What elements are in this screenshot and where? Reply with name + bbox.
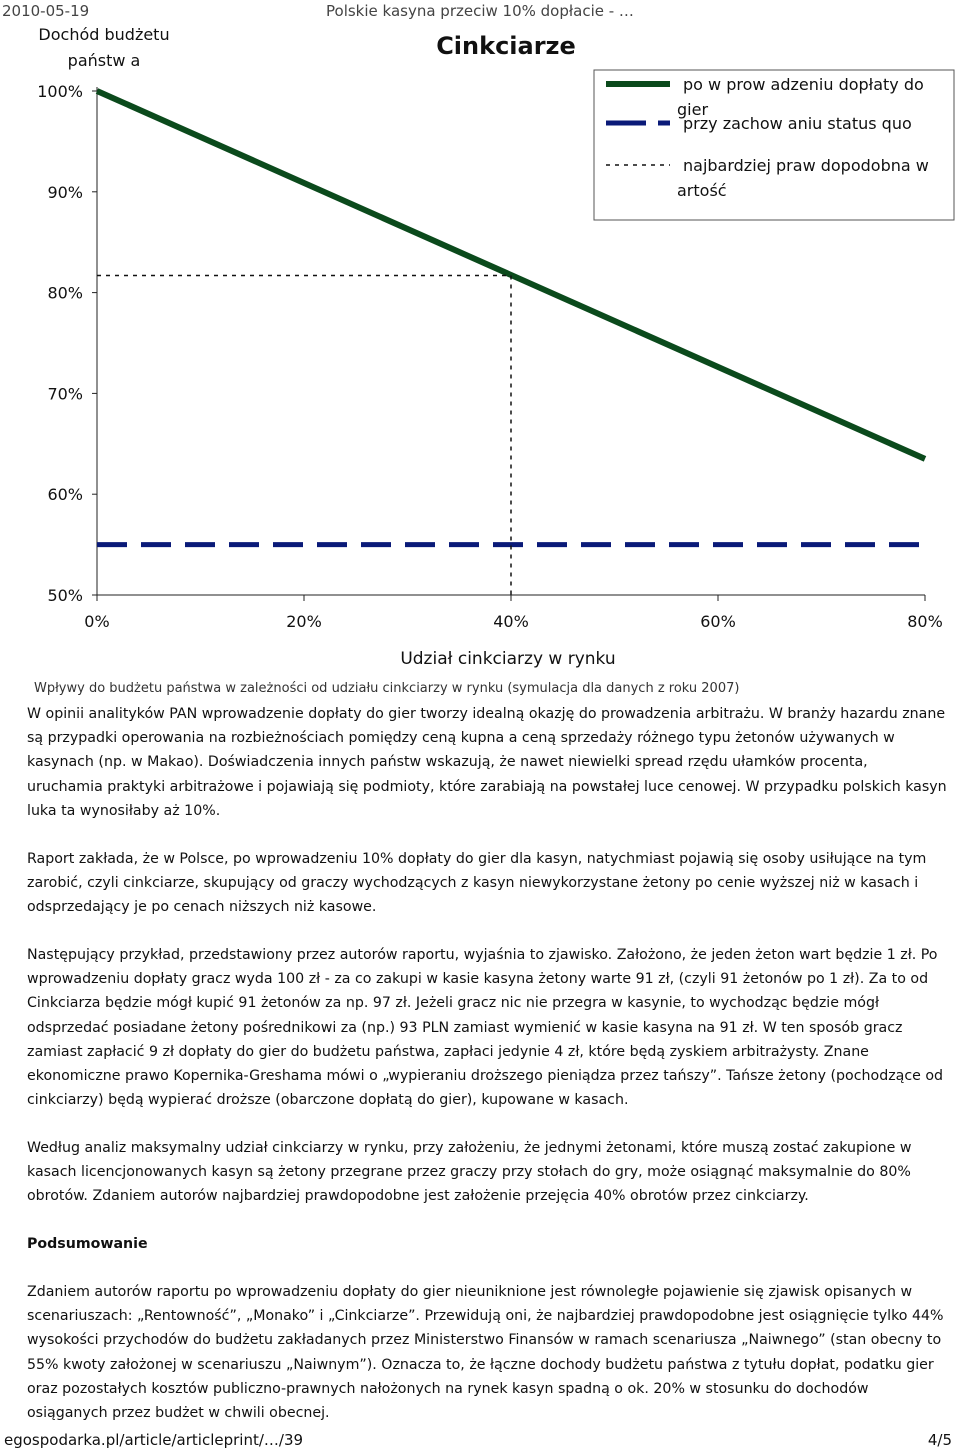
chart-title: Cinkciarze bbox=[436, 32, 576, 60]
legend-label-1: po w prow adzeniu dopłaty do bbox=[683, 75, 924, 94]
x-tick-label: 60% bbox=[700, 612, 736, 631]
x-tick-label: 20% bbox=[286, 612, 322, 631]
legend-label-3: najbardziej praw dopodobna w bbox=[683, 156, 929, 175]
chart-caption: Wpływy do budżetu państwa w zależności od udziału cinkciarzy w rynku (symulacja dla danych z roku 2007) bbox=[34, 681, 740, 696]
x-tick-label: 80% bbox=[907, 612, 943, 631]
x-axis-label: Udział cinkciarzy w rynku bbox=[400, 649, 616, 669]
y-axis-label-line2: państw a bbox=[67, 51, 141, 70]
budget-chart bbox=[0, 18, 960, 678]
y-tick-label: 60% bbox=[47, 485, 83, 505]
print-date: 2010-05-19 bbox=[2, 2, 90, 20]
section-heading: Podsumowanie bbox=[27, 1236, 148, 1252]
y-tick-label: 90% bbox=[47, 182, 83, 202]
y-tick-label: 80% bbox=[47, 283, 83, 303]
x-tick-label: 40% bbox=[493, 612, 529, 631]
y-tick-label: 50% bbox=[47, 586, 83, 605]
paragraph-3: Następujący przykład, przedstawiony przez autorów raportu, wyjaśnia to zjawisko. Założono, że jeden żeton wart będzie 1 zł. Po wprowadzeniu dopłaty gracz wyda 100 zł - za co zakupi w kasie kasyna żetony warte 91 zł, (czyli 91 żetonów po 1 zł). Za to od Cinkciarza będzie mógł kupić 91 żetonów za np. 97 zł. Jeżeli gracz nic nie przegra w kasynie, to wychodząc będzie mógł odsprzedać posiadane żetony pośrednikowi za (np.) 93 PLN zamiast wymienić w kasie kasyna na 91 zł. W ten sposób gracz zamiast zapłacić 9 zł dopłaty do gier do budżetu państwa, zapłaci jedynie 4 zł, które będą zyskiem arbitrażysty. Znane ekonomiczne prawo Kopernika-Greshama mówi o „wypieraniu droższego pieniądza przez tańszy”. Tańsze żetony (pochodzące od cinkciarzy) będą wypierać droższe (obarczone dopłatą do gier), kupowane w kasach. bbox=[27, 947, 944, 1109]
paragraph-4: Według analiz maksymalny udział cinkciarzy w rynku, przy założeniu, że jednymi żetonami, które muszą zostać zakupione w kasach licencjonowanych kasyn są żetony przegrane przez graczy przy stołach do gry, może osiągnąć maksymalnie do 80% obrotów. Zdaniem autorów najbardziej prawdopodobne jest założenie przejęcia 40% obrotów przez cinkciarzy. bbox=[27, 1140, 912, 1205]
legend-label-1-cont: gier bbox=[677, 100, 709, 119]
x-tick-label: 0% bbox=[84, 612, 110, 631]
footer-url[interactable]: egospodarka.pl/article/articleprint/…/39 bbox=[4, 1431, 304, 1449]
print-title: Polskie kasyna przeciw 10% dopłacie - … bbox=[326, 2, 634, 20]
y-axis-label-line1: Dochód budżetu bbox=[38, 25, 170, 44]
legend-label-3-cont: artość bbox=[677, 181, 727, 200]
summary-paragraph: Zdaniem autorów raportu po wprowadzeniu dopłaty do gier nieuniknione jest równoległe pojawienie się zjawisk opisanych w scenariuszach: „Rentowność”, „Monako” i „Cinkciarze”. Przewidują oni, że najbardziej prawdopodobne jest osiągnięcie tylko 44% wysokości przychodów do budżetu zakładanych przez Ministerstwo Finansów w ramach scenariusza „Naiwnego” (stan obecny to 55% kwoty założonej w scenariuszu „Naiwnym”). Oznacza to, że łączne dochody budżetu państwa z tytułu dopłat, podatku gier oraz pozostałych kosztów publiczno-prawnych nałożonych na rynek kasyn spadną o ok. 20% w stosunku do dochodów osiąganych przez budżet w chwili obecnej. bbox=[27, 1284, 944, 1422]
y-tick-label: 100% bbox=[37, 82, 83, 101]
legend-label-2: przy zachow aniu status quo bbox=[683, 114, 912, 133]
paragraph-1: W opinii analityków PAN wprowadzenie dopłaty do gier tworzy idealną okazję do prowadzenia arbitrażu. W branży hazardu znane są przypadki operowania na rozbieżnościach pomiędzy ceną kupna a ceną sprzedaży różnego typu żetonów używanych w kasynach (np. w Makao). Doświadczenia innych państw wskazują, że nawet niewielki spread rzędu ułamków procenta, uruchamia praktyki arbitrażowe i pojawiają się podmioty, które zarabiają na powstałej luce cenowej. W przypadku polskich kasyn luka ta wynosiłaby aż 10%. bbox=[27, 706, 947, 819]
paragraph-2: Raport zakłada, że w Polsce, po wprowadzeniu 10% dopłaty do gier dla kasyn, natychmiast pojawią się osoby usiłujące na tym zarobić, czyli cinkciarze, skupujący od graczy wychodzących z kasyn niewykorzystane żetony po cenie wyższej niż w kasach i odsprzedający je po cenach niższych niż kasowe. bbox=[27, 851, 927, 916]
page-number: 4/5 bbox=[927, 1431, 952, 1449]
y-tick-label: 70% bbox=[47, 384, 83, 404]
